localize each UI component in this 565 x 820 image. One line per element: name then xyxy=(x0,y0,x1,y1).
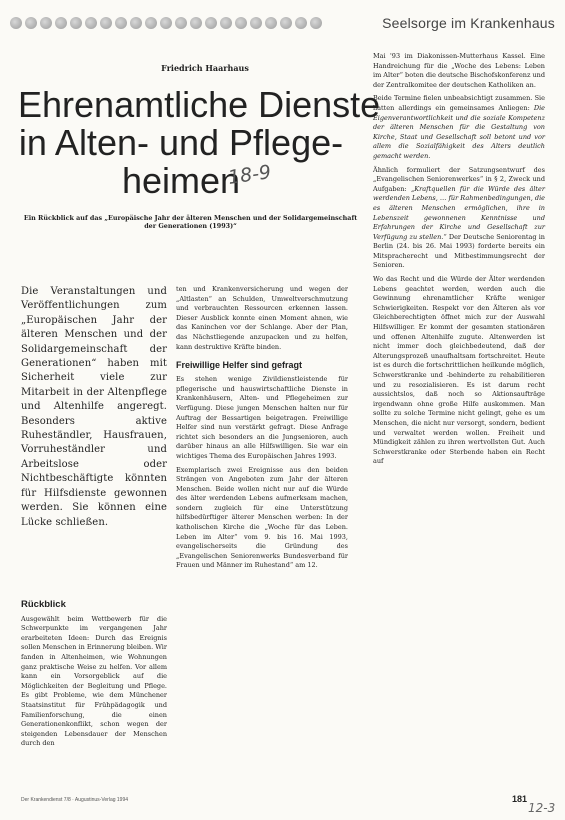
article-author: Friedrich Haarhaus xyxy=(161,63,249,73)
title-line-2: in Alten- und Pflege- xyxy=(18,122,344,163)
col2-paragraph-1: ten und Krankenversicherung und wegen der „Altlasten“ an Schulden, Umweltverschmutzung und verbrauchten Ressourcen erkennen lassen. Dieser Ausblick konnte einen Moment ahnen, wie das Kaninchen vor der Schlange. Aber der Plan, das Nächstliegende anzupacken und zu helfen, kann destruktive Kräfte binden. xyxy=(176,285,348,351)
handwritten-note: 18-9 xyxy=(226,161,273,189)
decorative-dot xyxy=(175,17,187,29)
decorative-dot xyxy=(250,17,262,29)
decorative-dot xyxy=(265,17,277,29)
decorative-dot xyxy=(295,17,307,29)
decorative-dot xyxy=(280,17,292,29)
decorative-dot xyxy=(85,17,97,29)
heading-freiwillige-helfer: Freiwillige Helfer sind gefragt xyxy=(176,360,303,371)
running-header xyxy=(10,12,555,34)
decorative-dot xyxy=(40,17,52,29)
col3-paragraph-2-italic: Die Eigenverantwortlichkeit und die soziale Kompetenz der älteren Menschen für die Gestaltung von Kirche, Staat und Gesellschaft soll betont und vor allem die Sozialfähigkeit des Alters deutlich gemacht werden. xyxy=(373,103,545,160)
col2-paragraph-2: Es stehen wenige Zivildienstleistende für pflegerische und hauswirtschaftliche Dienste in Krankenhäusern, Alten- und Pflegeheimen zur Verfügung. Diese jungen Menschen halten nur für Auftrag der Bessartigen beigetragen. Freiwillige Helfer sind nun verstärkt gefragt. Diese Anfrage richtet sich besonders an die Jungsenioren, auch darüber hinaus an alle Hilfswilligen. Sie war ein wichtiges Thema des Europäischen Jahres 1993. xyxy=(176,375,348,460)
decorative-dot xyxy=(10,17,22,29)
decorative-dot xyxy=(205,17,217,29)
intro-text: Die Veranstaltungen und Veröffentlichungen zum „Europäischen Jahr der älteren Menschen und der Solidargemeinschaft der Generationen“ haben mit Sicherheit viele zur Mitarbeit in der Altenpflege und Altenhilfe angeregt. Besonders aktive Ruheständler, Hausfrauen, Vorruheständler und Arbeitslose oder Nichtbeschäftigte könnten für Hilfsdienste gewonnen werden. Sie können eine Lücke schließen. xyxy=(21,286,167,528)
decorative-dot xyxy=(145,17,157,29)
decorative-dot xyxy=(25,17,37,29)
col3-paragraph-3-text: Ähnlich formuliert der Satzungsentwurf des „Evangelischen Seniorenwerkes“ in § 2, Zweck und Aufgaben: xyxy=(373,165,545,193)
title-line-3: heimen xyxy=(121,160,241,201)
decorative-dot xyxy=(115,17,127,29)
decorative-dot xyxy=(220,17,232,29)
decorative-dot xyxy=(160,17,172,29)
article-subtitle: Ein Rückblick auf das „Europäische Jahr der älteren Menschen und der Solidargemeinschaft der Generationen (1993)“ xyxy=(23,214,358,230)
decorative-dot xyxy=(70,17,82,29)
intro-paragraph xyxy=(21,285,167,530)
col3-paragraph-3-tail: Der Deutsche Seniorentag in Berlin (24. bis 26. Mai 1993) forderte bereits ein Mitspracherecht und Mitbestimmungsrecht der Senioren. xyxy=(373,232,545,270)
col3-paragraph-2-text: Beide Termine fielen unbeabsichtigt zusammen. Sie hatten allerdings ein gemeinsames Anliegen: xyxy=(373,94,545,112)
column-1 xyxy=(21,600,167,753)
decorative-dot xyxy=(190,17,202,29)
col3-paragraph-3-italic: „Kraftquellen für die Würde des älter werdenden Lebens, … für Rahmenbedingungen, die es älteren Menschen ermöglichen, ihre in Lebenszeit gewonnenen Kenntnisse und Erfahrungen der Kirche und Gesellschaft zur Verfügung zu stellen.“ xyxy=(373,184,545,241)
decorative-dot-row xyxy=(10,17,322,29)
column-3 xyxy=(373,52,545,471)
handwritten-page-note: 12-3 xyxy=(528,801,556,815)
col2-paragraph-3: Exemplarisch zwei Ereignisse aus den beiden Strängen von Angeboten zum Jahr der älteren Menschen. Beide wollen nicht nur auf die Würde des älter werdenden Lebens aufmerksam machen, sondern zugleich für eine Unterstützung hilfsbedürftiger älterer Menschen werben: In der katholischen Kirche die „Woche für das Leben. Leben im Alter“ vom 9. bis 16. Mai 1993, evangelischerseits die Gründung des „Evangelischen Seniorenwerks Bundesverband für Frauen und Männer im Ruhestand“ am 12. xyxy=(176,465,348,570)
decorative-dot xyxy=(310,17,322,29)
decorative-dot xyxy=(235,17,247,29)
column-2 xyxy=(176,285,348,575)
page-number: 181 xyxy=(512,794,528,804)
decorative-dot xyxy=(55,17,67,29)
col3-paragraph-2 xyxy=(373,94,545,161)
decorative-dot xyxy=(130,17,142,29)
article-title xyxy=(18,84,381,201)
section-title: Seelsorge im Krankenhaus xyxy=(382,15,555,31)
heading-rueckblick: Rückblick xyxy=(21,599,66,610)
decorative-dot xyxy=(100,17,112,29)
col1-text: Ausgewählt beim Wettbewerb für die Schwerpunkte im vergangenen Jahr erarbeiteten Ideen: Durch das Ereignis sollen Menschen in Erinnerung bleiben. Wir fanden in Altenheimen, wie Wohnungen ganz praktische Weise zu helfen. Vor allem kann ein Vorsorgeblick auf die Möglichkeiten der Begleitung und Pflege. Es gibt Probleme, wie dem Münchener Staatsinstitut für Frühpädagogik und Familienforschung, die einen Generationenkonflikt, schon wegen der steigenden Lebensdauer der Menschen durch den xyxy=(21,614,167,748)
col3-paragraph-1: Mai '93 im Diakonissen-Mutterhaus Kassel. Eine Handreichung für die „Woche des Lebens: Leben im Alter“ boten die deutsche Bischofskonferenz und der Zentralkomitee der deutschen Katholiken an. xyxy=(373,52,545,89)
footer-source: Der Krankendienst 7/8 · Augustinus-Verlag 1994 xyxy=(21,797,129,803)
title-line-1: Ehrenamtliche Dienste xyxy=(18,84,381,125)
col3-paragraph-4: Wo das Recht und die Würde der Älter werdenden Lebens geachtet werden, werden auch die Gewinnung ehrenamtlicher Kräfte weniger Schwierigkeiten. Respekt vor den Älteren als vor Gleichberechtigten öffnet mich zur der Auswahl Hilfswilliger. Er kommt der gesamten stationären und offenen Altenhilfe zugute. Altenwerden ist nicht immer doch gleichbedeutend, daß der Alterungsprozeß unaufhaltsam fortschreitet. Heute ist es durch die fortschrittlichen heilkunde möglich, Schwerstkranke und -behinderte zu rehabilitieren und zu resozialisieren. Es ist darum recht aussichtslos, daß noch so Aktionsaufträge irgendwann ohne große Hilfe auskommen. Man sollte zu solche Termine nicht gelingt, gehe es um Menschen, die nicht nur versorgt, sondern, bedient und verwaltet werden wollen. Freiheit und Mündigkeit zählen zu ihren wertvollsten Gut. Auch Schwerstkranke oder Sterbende haben ein Recht auf xyxy=(373,275,545,466)
col3-paragraph-3 xyxy=(373,166,545,272)
